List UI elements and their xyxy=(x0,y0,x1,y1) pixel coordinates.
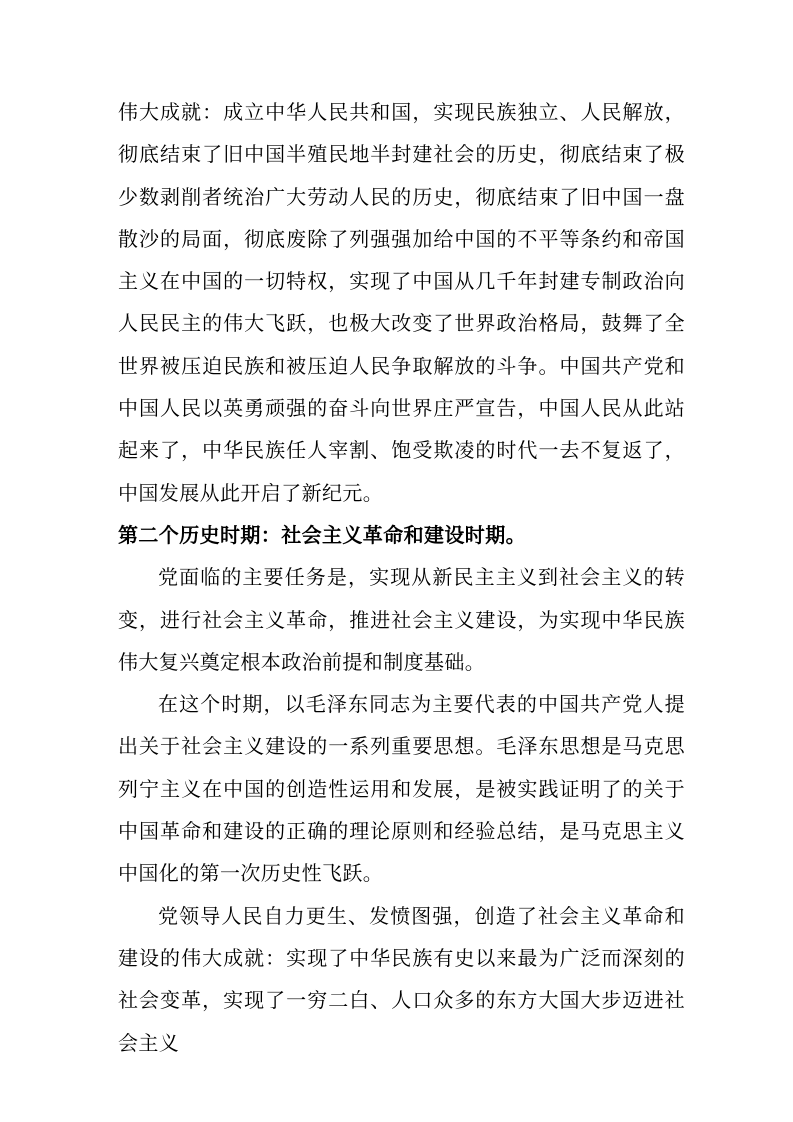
section-heading-second-historical-period: 第二个历史时期：社会主义革命和建设时期。 xyxy=(118,524,526,547)
paragraph-self-reliance-achievements: 党领导人民自力更生、发愤图强，创造了社会主义革命和建设的伟大成就：实现了中华民族有史以来最为广泛而深刻的社会变革，实现了一穷二白、人口众多的东方大国大步迈进社会主义 xyxy=(118,905,685,1055)
paragraph-great-achievements-continuation: 伟大成就：成立中华人民共和国，实现民族独立、人民解放，彻底结束了旧中国半殖民地半封建社会的历史，彻底结束了极少数剥削者统治广大劳动人民的历史，彻底结束了旧中国一盘散沙的局面，彻底废除了列强强加给中国的不平等条约和帝国主义在中国的一切特权，实现了中国从几千年封建专制政治向人民民主的伟大飞跃，也极大改变了世界政治格局，鼓舞了全世界被压迫民族和被压迫人民争取解放的斗争。中国共产党和中国人民以英勇顽强的奋斗向世界庄严宣告，中国人民从此站起来了，中华民族任人宰割、饱受欺凌的时代一去不复返了，中国发展从此开启了新纪元。 xyxy=(118,102,685,505)
paragraph-main-tasks: 党面临的主要任务是，实现从新民主主义到社会主义的转变，进行社会主义革命，推进社会主义建设，为实现中华民族伟大复兴奠定根本政治前提和制度基础。 xyxy=(118,567,685,674)
document-content xyxy=(118,92,685,1065)
paragraph-mao-zedong-thought: 在这个时期，以毛泽东同志为主要代表的中国共产党人提出关于社会主义建设的一系列重要思想。毛泽东思想是马克思列宁主义在中国的创造性运用和发展，是被实践证明了的关于中国革命和建设的正确的理论原则和经验总结，是马克思主义中国化的第一次历史性飞跃。 xyxy=(118,694,685,886)
